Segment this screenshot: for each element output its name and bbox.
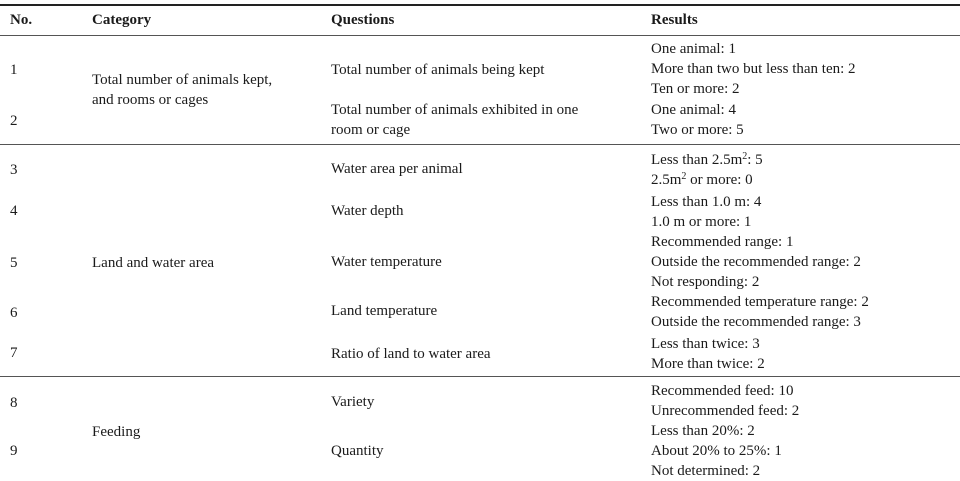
header-category: Category (92, 12, 152, 28)
row-1-result-2: More than two but less than ten: 2 (651, 61, 856, 77)
row-9-question: Quantity (331, 443, 384, 459)
row-5-question: Water temperature (331, 254, 442, 270)
row-4-result-2: 1.0 m or more: 1 (651, 214, 752, 230)
row-2-no: 2 (10, 113, 18, 129)
row-3-result-2: $2.5m^2$ or more: 0 (651, 171, 753, 188)
row-8-result-2: Unrecommended feed: 2 (651, 403, 800, 419)
category-feeding: Feeding (92, 424, 141, 440)
row-5-results (651, 232, 861, 292)
row-1-question: Total number of animals being kept (331, 62, 545, 78)
row-6-results (651, 292, 869, 332)
header-bottom-rule (0, 35, 960, 36)
row-8-no: 8 (10, 395, 18, 411)
row-7-question: Ratio of land to water area (331, 346, 491, 362)
category-animals (92, 70, 272, 110)
header-no: No. (10, 12, 33, 28)
row-2-question (331, 100, 578, 140)
header-results: Results (651, 12, 698, 28)
row-2-question-line-2: room or cage (331, 122, 411, 138)
row-9-result-3: Not determined: 2 (651, 463, 761, 479)
row-1-result-1: One animal: 1 (651, 41, 736, 57)
row-4-question: Water depth (331, 203, 404, 219)
row-3-question: Water area per animal (331, 161, 463, 177)
category-animals-line-1: Total number of animals kept, (92, 72, 273, 88)
row-2-result-1: One animal: 4 (651, 102, 736, 118)
section-divider-1 (0, 144, 960, 145)
row-7-no: 7 (10, 345, 18, 361)
row-2-result-2: Two or more: 5 (651, 122, 744, 138)
row-6-result-1: Recommended temperature range: 2 (651, 294, 869, 310)
row-5-no: 5 (10, 255, 18, 271)
row-3-results (651, 150, 763, 190)
row-6-result-2: Outside the recommended range: 3 (651, 314, 861, 330)
row-9-results (651, 421, 782, 481)
row-1-result-3: Ten or more: 2 (651, 81, 740, 97)
row-2-results (651, 100, 744, 140)
row-6-no: 6 (10, 305, 18, 321)
row-8-results (651, 381, 799, 421)
category-animals-line-2: and rooms or cages (92, 92, 209, 108)
row-1-results (651, 39, 856, 99)
header-questions: Questions (331, 12, 395, 28)
row-6-question: Land temperature (331, 303, 438, 319)
row-5-result-1: Recommended range: 1 (651, 234, 794, 250)
row-1-no: 1 (10, 62, 18, 78)
row-8-question: Variety (331, 394, 375, 410)
row-9-result-2: About 20% to 25%: 1 (651, 443, 782, 459)
row-3-no: 3 (10, 162, 18, 178)
row-5-result-3: Not responding: 2 (651, 274, 760, 290)
row-5-result-2: Outside the recommended range: 2 (651, 254, 861, 270)
row-9-result-1: Less than 20%: 2 (651, 423, 755, 439)
row-7-result-1: Less than twice: 3 (651, 336, 760, 352)
row-3-result-1: Less than $2.5m^2$: 5 (651, 151, 763, 168)
row-7-result-2: More than twice: 2 (651, 356, 765, 372)
row-2-question-line-1: Total number of animals exhibited in one (331, 102, 579, 118)
row-8-result-1: Recommended feed: 10 (651, 383, 794, 399)
row-7-results (651, 334, 765, 374)
table-top-rule (0, 4, 960, 6)
row-4-no: 4 (10, 203, 18, 219)
row-4-result-1: Less than 1.0 m: 4 (651, 194, 762, 210)
section-divider-2 (0, 376, 960, 377)
row-4-results (651, 192, 761, 232)
category-land-water: Land and water area (92, 255, 215, 271)
row-9-no: 9 (10, 443, 18, 459)
